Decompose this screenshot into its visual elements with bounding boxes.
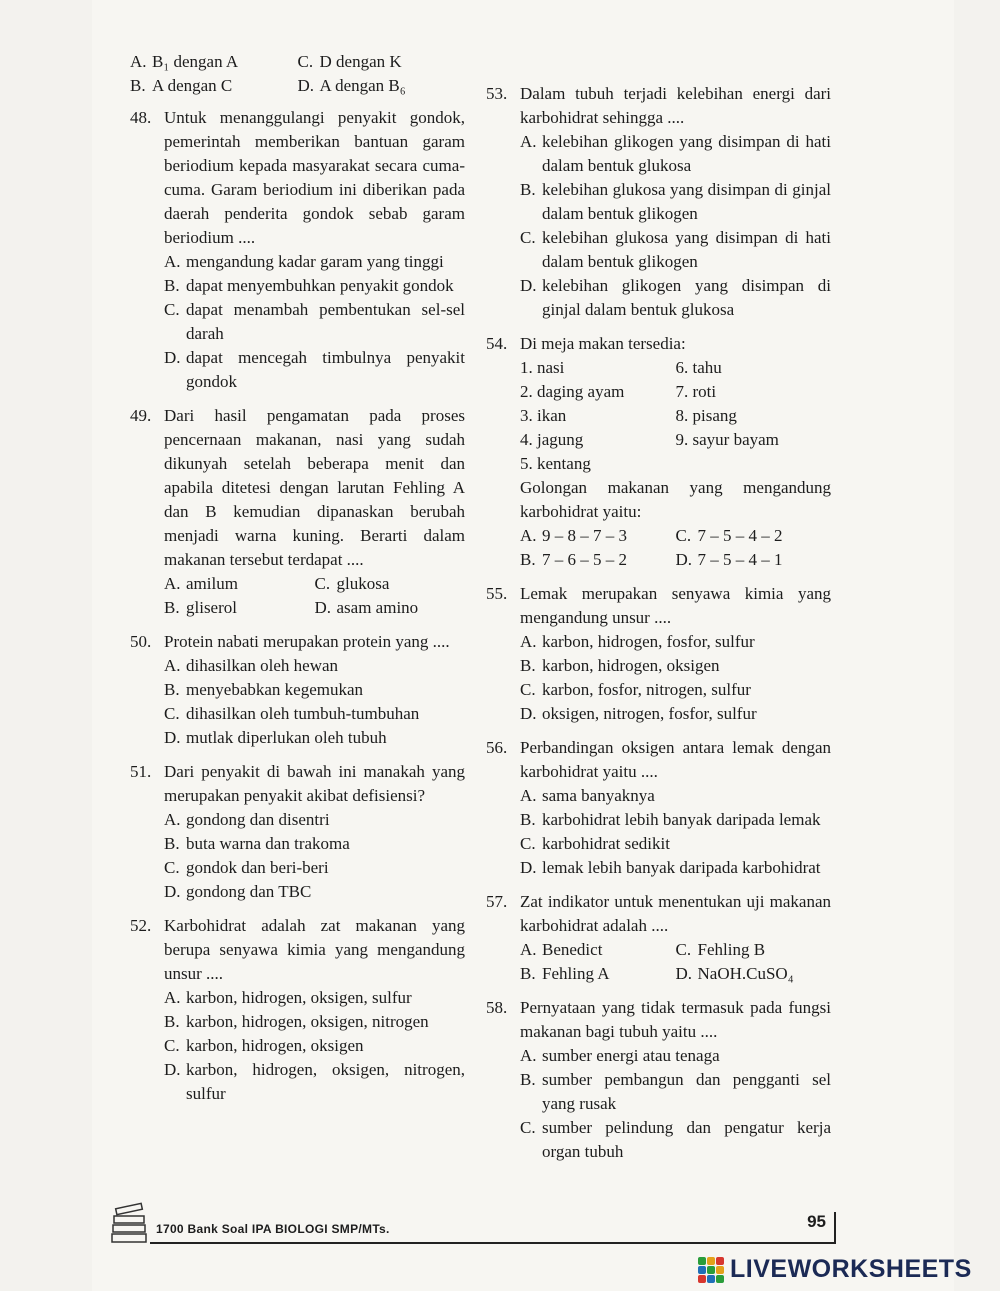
option-a: A. mengandung kadar garam yang tinggi: [164, 252, 444, 271]
option-c: C. dapat menambah pembentukan sel-sel darah: [164, 300, 465, 343]
option-a: A. gondong dan disentri: [164, 810, 330, 829]
option-a: A. karbon, hidrogen, oksigen, sulfur: [164, 988, 412, 1007]
option-row: [520, 524, 831, 548]
question-49: [130, 404, 465, 620]
option-a: A. Benedict: [520, 940, 603, 959]
option-a: A. dihasilkan oleh hewan: [164, 656, 339, 675]
question-number: 49.: [130, 406, 152, 425]
option-b: B. 7 – 6 – 5 – 2: [520, 550, 627, 569]
option-a: A. B₁ dengan A: [130, 52, 239, 71]
question-number: 55.: [486, 584, 508, 603]
option-b: B. gliserol: [164, 598, 237, 617]
option-d: D. karbon, hidrogen, oksigen, nitrogen, sulfur: [164, 1060, 465, 1103]
question-stem: Lemak merupakan senyawa kimia yang mengandung unsur ....: [520, 584, 831, 627]
option-c: C. glukosa: [314, 574, 390, 593]
option-a: A. sama banyaknya: [520, 786, 655, 805]
option-a: A. sumber energi atau tenaga: [520, 1046, 720, 1065]
question-stem: Dari hasil pengamatan pada proses pencernaan makanan, nasi yang sudah dikunyah setelah beberapa menit dan apabila ditetesi dengan larutan Fehling A dan B kemudian dipanaskan berubah menjadi warna kuning. Berarti dalam makanan tersebut terdapat ....: [164, 406, 465, 569]
option-d: D. lemak lebih banyak daripada karbohidrat: [520, 858, 821, 877]
question-stem: Perbandingan oksigen antara lemak dengan karbohidrat yaitu ....: [520, 738, 831, 781]
option-b: B. karbohidrat lebih banyak daripada lemak: [520, 810, 821, 829]
list-item: 7. roti: [675, 382, 717, 401]
option-b: B. kelebihan glukosa yang disimpan di ginjal dalam bentuk glikogen: [520, 180, 831, 223]
option-a: A. amilum: [164, 574, 238, 593]
option-row: [164, 572, 465, 596]
question-stem: Di meja makan tersedia:: [520, 334, 686, 353]
left-column: [130, 50, 465, 1116]
option-d: D. gondong dan TBC: [164, 882, 312, 901]
option-b: B. Fehling A: [520, 964, 610, 983]
question-57: [486, 890, 831, 986]
option-a: A. karbon, hidrogen, fosfor, sulfur: [520, 632, 755, 651]
option-b: B. karbon, hidrogen, oksigen: [520, 656, 720, 675]
list-item: 5. kentang: [520, 454, 591, 473]
option-c: C. gondok dan beri-beri: [164, 858, 329, 877]
list-item: 4. jagung: [520, 430, 584, 449]
food-list: [520, 356, 831, 476]
option-c: C. karbon, fosfor, nitrogen, sulfur: [520, 680, 751, 699]
list-item: 6. tahu: [675, 358, 722, 377]
question-number: 50.: [130, 632, 152, 651]
brand-watermark: [698, 1255, 972, 1284]
list-item: 2. daging ayam: [520, 382, 625, 401]
option-d: D. NaOH.CuSO₄: [675, 964, 794, 983]
question-number: 57.: [486, 892, 508, 911]
option-b: B. dapat menyembuhkan penyakit gondok: [164, 276, 454, 295]
option-a: A. 9 – 8 – 7 – 3: [520, 526, 627, 545]
question-number: 58.: [486, 998, 508, 1017]
question-number: 48.: [130, 108, 152, 127]
books-icon: [110, 1198, 150, 1244]
question-stem: Protein nabati merupakan protein yang ....: [164, 632, 450, 651]
list-item: [676, 452, 832, 476]
option-d: D. oksigen, nitrogen, fosfor, sulfur: [520, 704, 757, 723]
option-b: B. buta warna dan trakoma: [164, 834, 350, 853]
list-item: 1. nasi: [520, 358, 565, 377]
question-number: 54.: [486, 334, 508, 353]
previous-question-options: [130, 50, 465, 98]
option-row: [164, 596, 465, 620]
list-item: 8. pisang: [675, 406, 737, 425]
question-56: [486, 736, 831, 880]
question-stem: Dari penyakit di bawah ini manakah yang merupakan penyakit akibat defisiensi?: [164, 762, 465, 805]
question-stem-continued: Golongan makanan yang mengandung karbohidrat yaitu:: [520, 478, 831, 521]
list-item: 3. ikan: [520, 406, 567, 425]
option-c: C. sumber pelindung dan pengatur kerja organ tubuh: [520, 1118, 831, 1161]
question-number: 51.: [130, 762, 152, 781]
question-stem: Zat indikator untuk menentukan uji makanan karbohidrat adalah ....: [520, 892, 831, 935]
brand-name: LIVEWORKSHEETS: [730, 1255, 972, 1283]
option-row: [130, 50, 465, 74]
question-stem: Untuk menanggulangi penyakit gondok, pemerintah memberikan bantuan garam beriodium kepada masyarakat secara cuma-cuma. Garam beriodium ini diberikan pada daerah penderita gondok sebab garam beriodium ....: [164, 108, 465, 247]
option-row: [520, 962, 831, 986]
option-c: C. karbohidrat sedikit: [520, 834, 670, 853]
question-stem: Karbohidrat adalah zat makanan yang berupa senyawa kimia yang mengandung unsur ....: [164, 916, 465, 983]
option-row: [130, 74, 465, 98]
option-d: D. kelebihan glikogen yang disimpan di ginjal dalam bentuk glukosa: [520, 276, 831, 319]
page-footer: [150, 1212, 836, 1244]
liveworksheets-logo-icon: [698, 1257, 724, 1283]
option-row: [520, 548, 831, 572]
question-50: [130, 630, 465, 750]
question-55: [486, 582, 831, 726]
option-c: C. dihasilkan oleh tumbuh-tumbuhan: [164, 704, 420, 723]
question-number: 53.: [486, 84, 508, 103]
option-row: [520, 938, 831, 962]
option-b: B. menyebabkan kegemukan: [164, 680, 364, 699]
page-number: 95: [807, 1212, 826, 1231]
option-b: B. A dengan C: [130, 76, 233, 95]
option-c: C. kelebihan glukosa yang disimpan di hati dalam bentuk glikogen: [520, 228, 831, 271]
option-c: C. D dengan K: [297, 52, 402, 71]
book-title: 1700 Bank Soal IPA BIOLOGI SMP/MTs.: [156, 1222, 390, 1236]
list-item: 9. sayur bayam: [675, 430, 779, 449]
question-48: [130, 106, 465, 394]
option-a: A. kelebihan glikogen yang disimpan di hati dalam bentuk glukosa: [520, 132, 831, 175]
option-b: B. karbon, hidrogen, oksigen, nitrogen: [164, 1012, 429, 1031]
option-d: D. A dengan B₆: [297, 76, 406, 95]
option-d: D. 7 – 5 – 4 – 1: [675, 550, 783, 569]
question-53: [486, 82, 831, 322]
right-column: [486, 82, 831, 1174]
option-d: D. mutlak diperlukan oleh tubuh: [164, 728, 387, 747]
question-54: [486, 332, 831, 572]
option-d: D. dapat mencegah timbulnya penyakit gondok: [164, 348, 465, 391]
question-number: 52.: [130, 916, 152, 935]
option-c: C. Fehling B: [675, 940, 766, 959]
question-52: [130, 914, 465, 1106]
question-58: [486, 996, 831, 1164]
option-b: B. sumber pembangun dan pengganti sel yang rusak: [520, 1070, 831, 1113]
option-c: C. 7 – 5 – 4 – 2: [675, 526, 783, 545]
question-number: 56.: [486, 738, 508, 757]
option-d: D. asam amino: [314, 598, 419, 617]
question-stem: Pernyataan yang tidak termasuk pada fungsi makanan bagi tubuh yaitu ....: [520, 998, 831, 1041]
option-c: C. karbon, hidrogen, oksigen: [164, 1036, 364, 1055]
question-51: [130, 760, 465, 904]
question-stem: Dalam tubuh terjadi kelebihan energi dari karbohidrat sehingga ....: [520, 84, 831, 127]
